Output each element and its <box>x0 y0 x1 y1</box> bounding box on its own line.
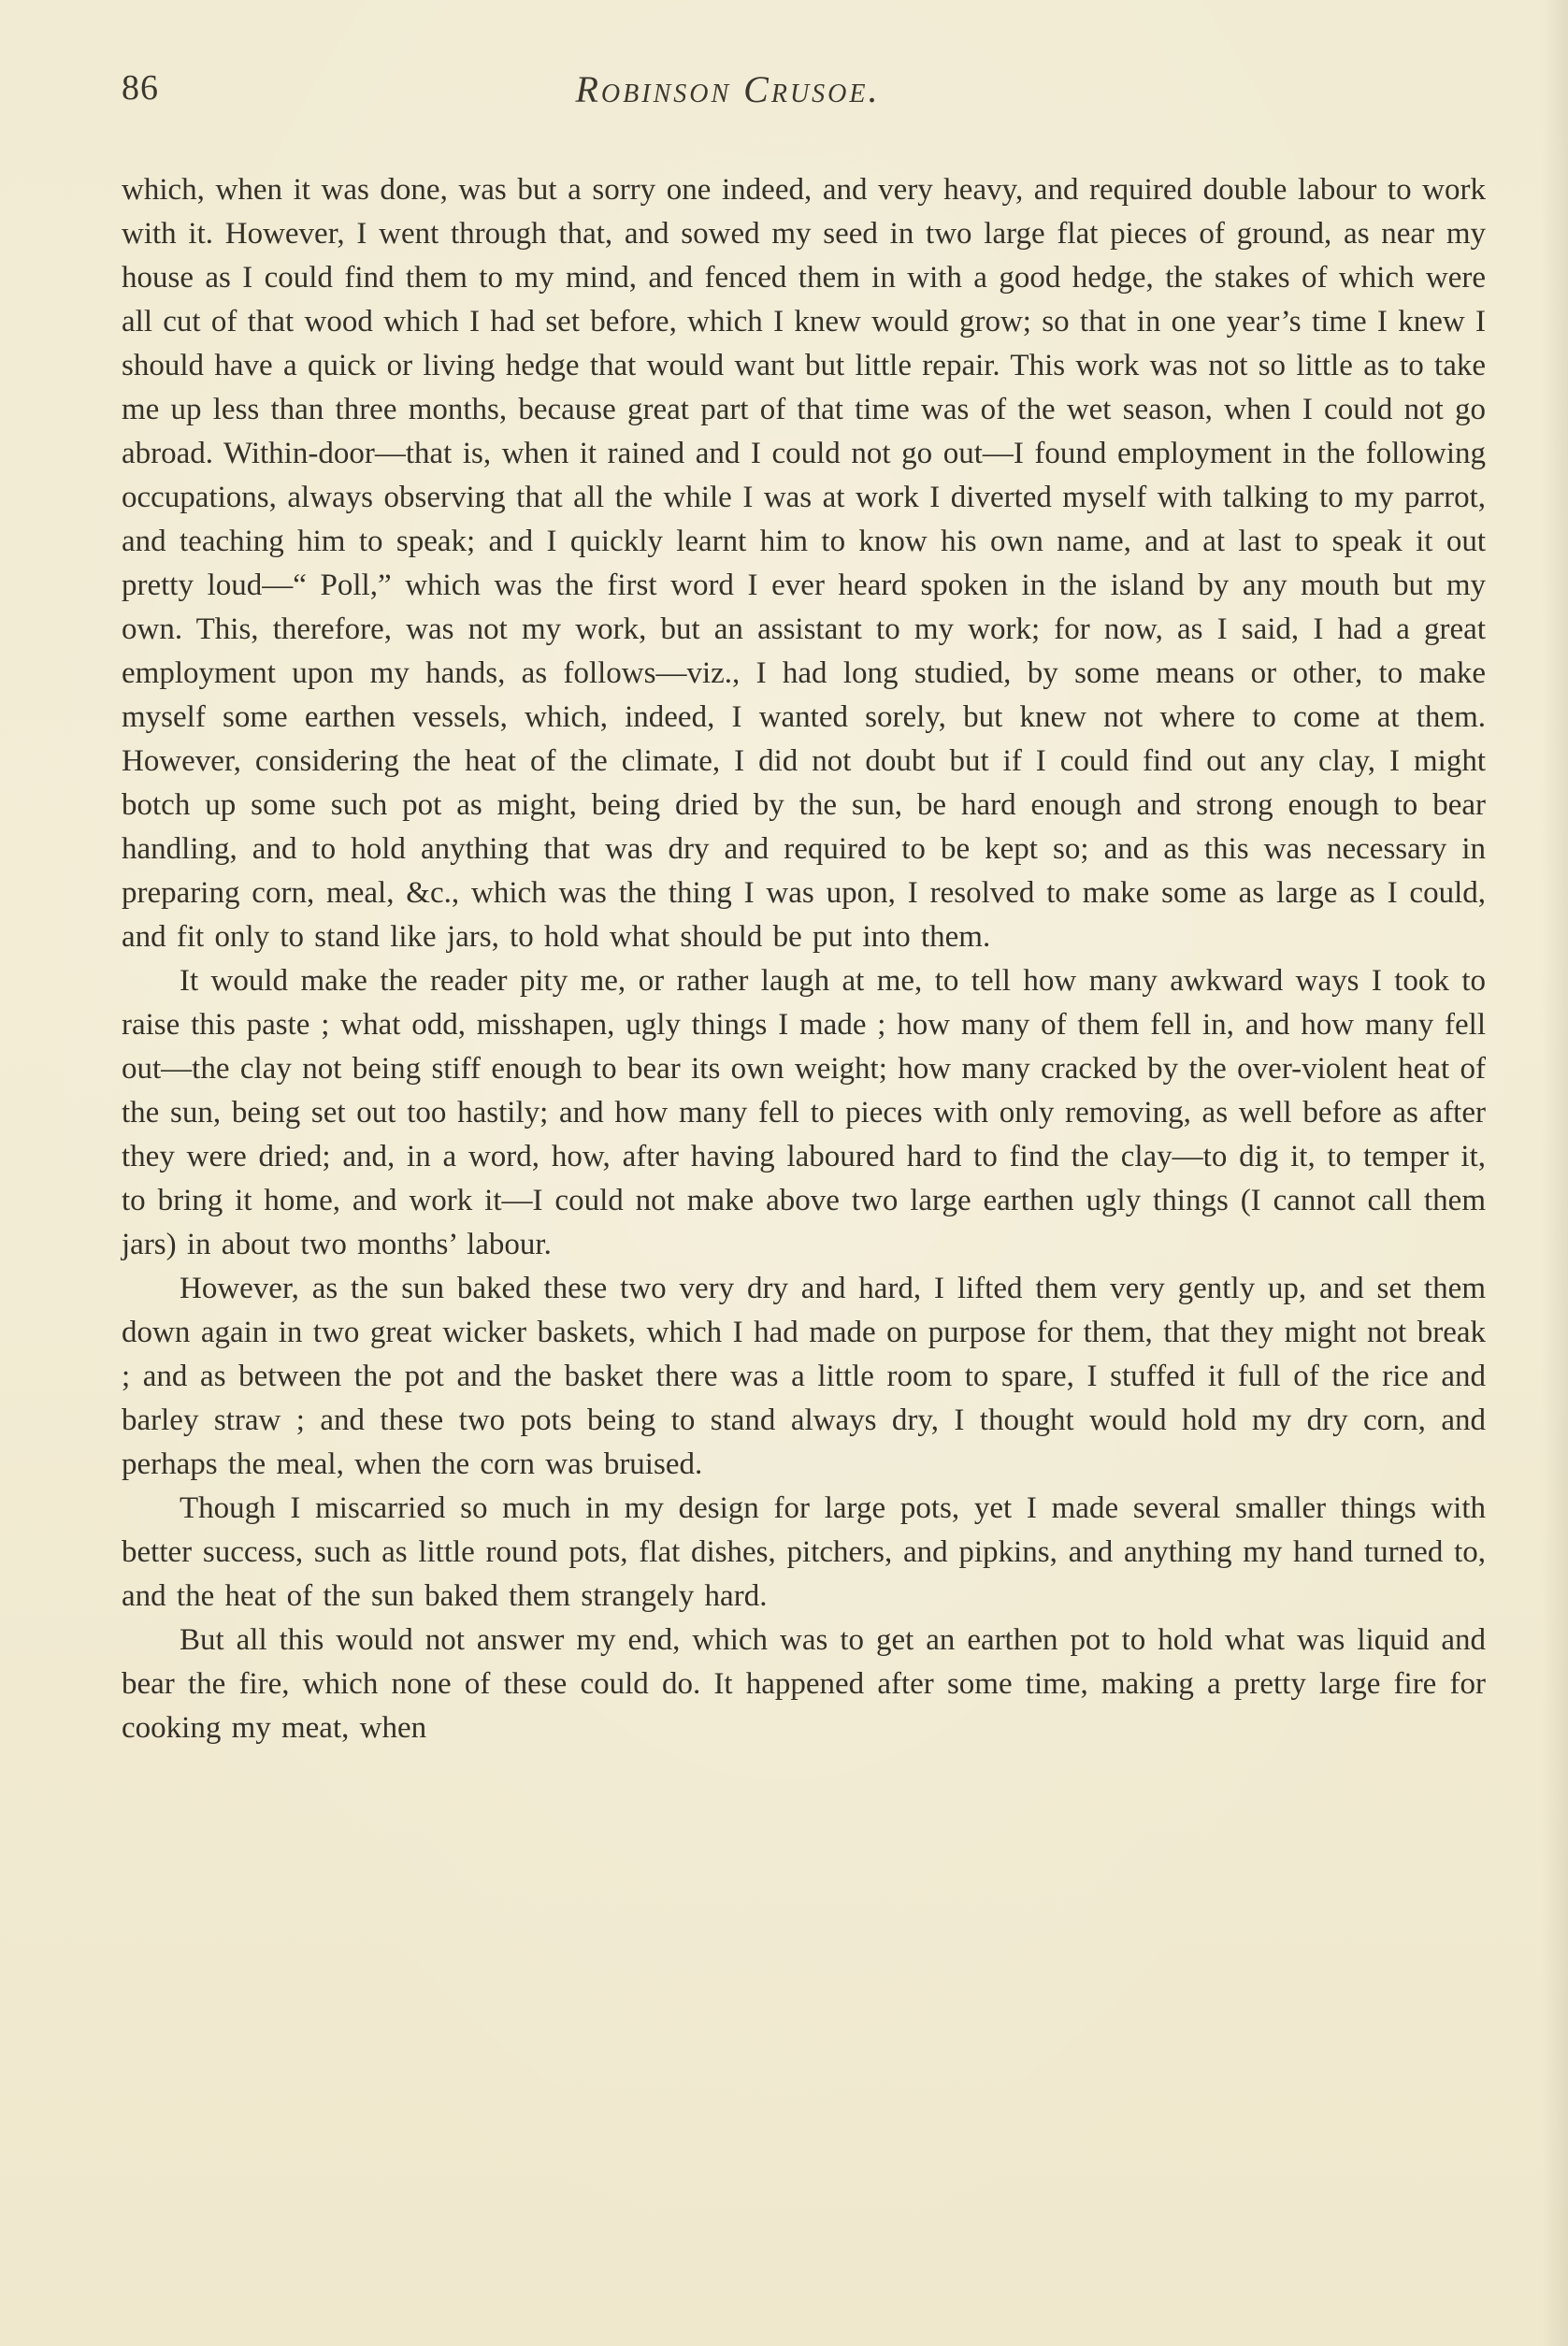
paragraph: But all this would not answer my end, which was to get an earthen pot to hold what was liquid and bear the fire, which none of these could do. It happened after some time, making a pretty large fire for cooking my meat, when <box>122 1623 1486 1745</box>
page-number: 86 <box>122 68 159 108</box>
paragraph: Though I miscarried so much in my design for large pots, yet I made several smaller things with better success, such as little round pots, flat dishes, pitchers, and pipkins, and anything my hand turned to, and the heat of the sun baked them strangely hard. <box>122 1491 1486 1613</box>
page-body <box>0 133 1568 1750</box>
paragraph: However, as the sun baked these two very dry and hard, I lifted them very gently up, and set them down again in two great wicker baskets, which I had made on purpose for them, that they might not break ; and as between the pot and the basket there was a little room to spare, I stuffed it full of the rice and barley straw ; and these two pots being to stand always dry, I thought would hold my dry corn, and perhaps the meal, when the corn was bruised. <box>122 1272 1486 1481</box>
running-head <box>0 67 1568 133</box>
running-title: Robinson Crusoe. <box>575 68 881 110</box>
paragraph: It would make the reader pity me, or rather laugh at me, to tell how many awkward ways I took to raise this paste ; what odd, misshapen, ugly things I made ; how many of them fell in, and how many fell out—the clay not being stiff enough to bear its own weight; how many cracked by the over-violent heat of the sun, being set out too hastily; and how many fell to pieces with only removing, as well before as after they were dried; and, in a word, how, after having laboured hard to find the clay—to dig it, to temper it, to bring it home, and work it—I could not make above two large earthen ugly things (I cannot call them jars) in about two months’ labour. <box>122 964 1486 1261</box>
paragraph: which, when it was done, was but a sorry one indeed, and very heavy, and required double labour to work with it. However, I went through that, and sowed my seed in two large flat pieces of ground, as near my house as I could find them to my mind, and fenced them in with a good hedge, the stakes of which were all cut of that wood which I had set before, which I knew would grow; so that in one year’s time I knew I should have a quick or living hedge that would want but little repair. This work was not so little as to take me up less than three months, because great part of that time was of the wet season, when I could not go abroad. Within-door—that is, when it rained and I could not go out—I found employment in the following occupations, always observing that all the while I was at work I diverted myself with talking to my parrot, and teaching him to speak; and I quickly learnt him to know his own name, and at last to speak it out pretty loud—“ Poll,” which was the first word I ever heard spoken in the island by any mouth but my own. This, therefore, was not my work, but an assistant to my work; for now, as I said, I had a great employment upon my hands, as follows—viz., I had long studied, by some means or other, to make myself some earthen vessels, which, indeed, I wanted sorely, but knew not where to come at them. However, considering the heat of the climate, I did not doubt but if I could find out any clay, I might botch up some such pot as might, being dried by the sun, be hard enough and strong enough to bear handling, and to hold anything that was dry and required to be kept so; and as this was necessary in preparing corn, meal, &c., which was the thing I was upon, I resolved to make some as large as I could, and fit only to stand like jars, to hold what should be put into them. <box>122 173 1486 954</box>
